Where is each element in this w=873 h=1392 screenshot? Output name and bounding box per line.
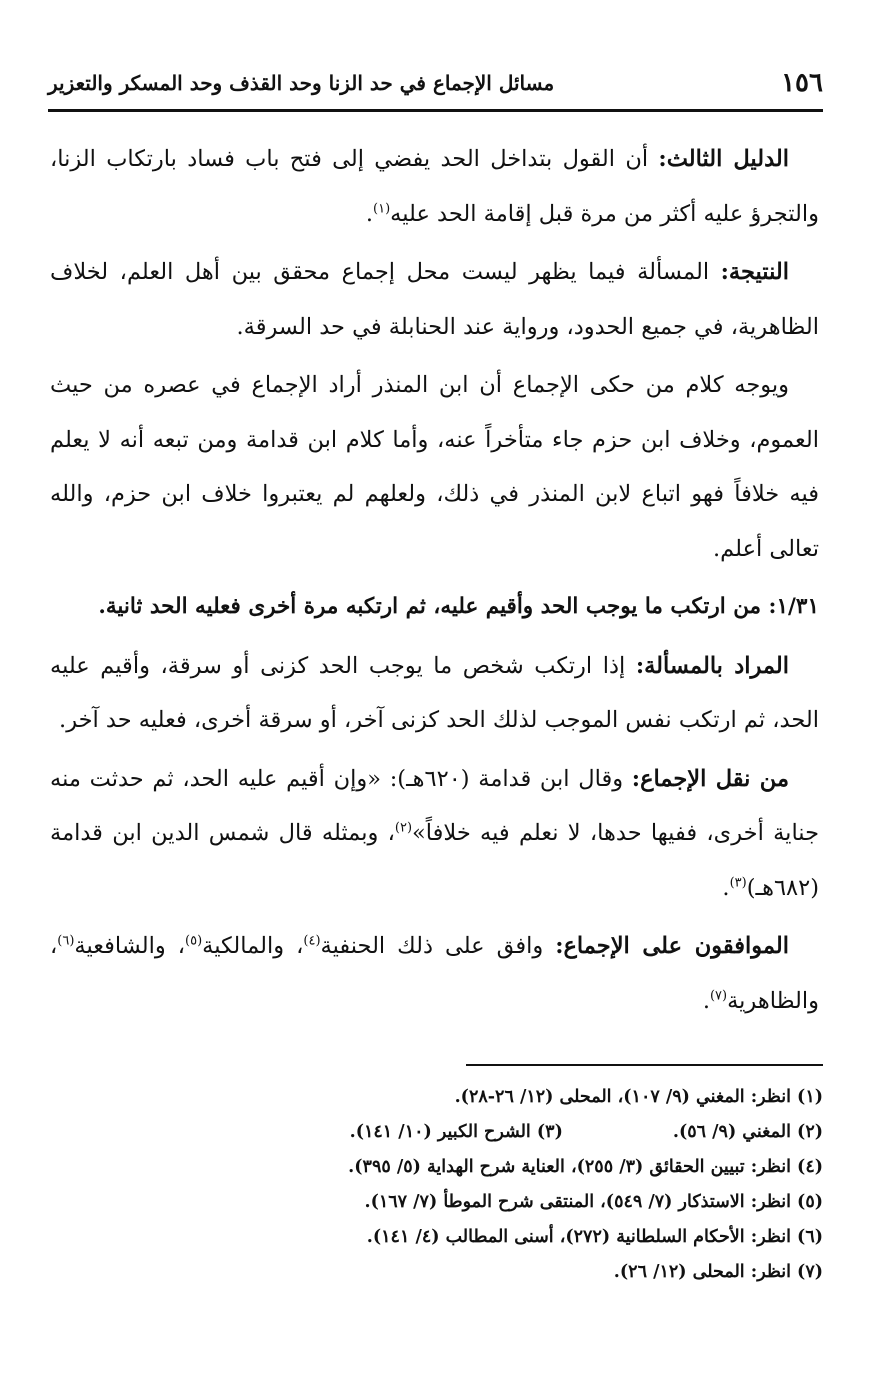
footnote-ref[interactable]: (٣) xyxy=(729,875,747,890)
paragraph-explanation xyxy=(50,358,819,576)
paragraph-result xyxy=(50,245,819,354)
footnote-3: (٣) الشرح الكبير (١٠/ ١٤١). xyxy=(349,1122,563,1142)
paragraph-label: من نقل الإجماع: xyxy=(631,765,789,792)
paragraph-text: ، والظاهرية xyxy=(50,933,819,1014)
paragraph-third-evidence xyxy=(50,132,819,241)
paragraph-text: ويوجه كلام من حكى الإجماع أن ابن المنذر أراد الإجماع في عصره من حيث العموم، وخلاف ابن حزم جاء متأخراً عنه، وأما كلام ابن قدامة ومن تبعه أنه لا يعلم فيه خلافاً فهو اتباع لابن المنذر في ذلك، ولعلهم لم يعتبروا خلاف ابن حزم، والله تعالى أعلم. xyxy=(50,372,819,562)
footnote-ref[interactable]: (٢) xyxy=(394,820,413,836)
paragraph-agreeing-schools xyxy=(50,919,819,1028)
footnote-row xyxy=(50,1115,823,1150)
paragraph-text: وقال ابن قدامة (٦٢٠هـ): «وإن أقيم عليه الحد، ثم حدثت منه جناية أخرى، ففيها حدها، لا نعلم فيه خلافاً» xyxy=(50,765,820,846)
footnote-ref[interactable]: (٧) xyxy=(709,988,728,1003)
footnote-ref[interactable]: (٥) xyxy=(185,933,203,949)
paragraph-text: أن القول بتداخل الحد يفضي إلى فتح باب فساد بارتكاب الزنا، والتجرؤ عليه أكثر من مرة قبل إقامة الحد عليه xyxy=(50,146,819,227)
footnote-2: (٢) المغني (٩/ ٥٦). xyxy=(672,1122,823,1142)
paragraph-text: ، والمالكية xyxy=(202,933,304,959)
footnote-ref[interactable]: (١) xyxy=(373,201,391,216)
paragraph-issue-meaning xyxy=(50,639,819,748)
page-number: ١٥٦ xyxy=(781,68,823,98)
footnote-6: (٦) انظر: الأحكام السلطانية (٢٧٢)، أسنى المطالب (٤/ ١٤١). xyxy=(366,1227,823,1247)
footnote-ref[interactable]: (٤) xyxy=(303,933,321,949)
footnote-7: (٧) انظر: المحلى (١٢/ ٢٦). xyxy=(613,1262,823,1282)
paragraph-text: وافق على ذلك الحنفية xyxy=(320,933,556,959)
footnote-1: (١) انظر: المغني (٩/ ١٠٧)، المحلى (١٢/ ٢٦-٢٨). xyxy=(454,1087,823,1107)
footnote-separator xyxy=(466,1064,823,1066)
paragraph-consensus-source xyxy=(50,752,819,916)
section-heading: ١/٣١: من ارتكب ما يوجب الحد وأقيم عليه، ثم ارتكبه مرة أخرى فعليه الحد ثانية. xyxy=(98,594,819,619)
paragraph-text: المسألة فيما يظهر ليست محل إجماع محقق بين أهل العلم، لخلاف الظاهرية، في جميع الحدود، ورواية عند الحنابلة في حد السرقة. xyxy=(50,259,819,340)
paragraph-text: . xyxy=(702,987,710,1014)
paragraph-text: . xyxy=(365,200,374,227)
running-header xyxy=(48,66,823,100)
paragraph-text: . xyxy=(722,874,730,901)
paragraph-text: ، والشافعية xyxy=(74,933,186,959)
paragraph-text: ، وبمثله قال شمس الدين ابن قدامة (٦٨٢هـ) xyxy=(50,820,819,901)
header-rule xyxy=(48,109,823,112)
paragraph-label: المراد بالمسألة: xyxy=(635,652,789,679)
footnote-ref[interactable]: (٦) xyxy=(57,933,75,949)
footnote-5: (٥) انظر: الاستذكار (٧/ ٥٤٩)، المنتقى شرح الموطأ (٧/ ١٦٧). xyxy=(364,1192,823,1212)
paragraph-label: النتيجة: xyxy=(720,259,789,285)
paragraph-label: الدليل الثالث: xyxy=(658,146,789,172)
paragraph-text: إذا ارتكب شخص ما يوجب الحد كزنى أو سرقة، وأقيم عليه الحد، ثم ارتكب نفس الموجب لذلك الحد كزنى آخر، أو سرقة أخرى، فعليه حد آخر. xyxy=(50,652,819,733)
footnotes xyxy=(50,1080,823,1290)
paragraph-label: الموافقون على الإجماع: xyxy=(555,933,789,959)
running-title: مسائل الإجماع في حد الزنا وحد القذف وحد المسكر والتعزير xyxy=(48,71,555,95)
main-text xyxy=(50,132,819,1032)
footnote-4: (٤) انظر: تبيين الحقائق (٣/ ٢٥٥)، العناية شرح الهداية (٥/ ٣٩٥). xyxy=(348,1157,823,1177)
